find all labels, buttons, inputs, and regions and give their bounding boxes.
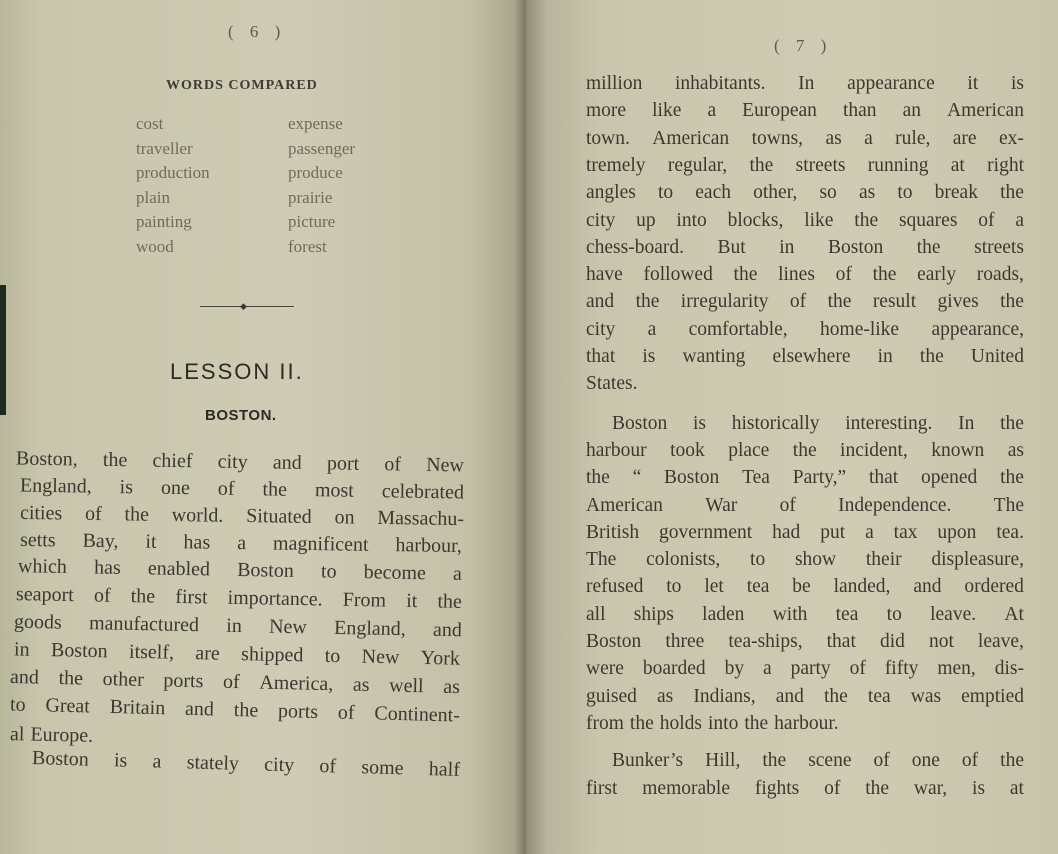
page-number-left: ( 6 ) <box>228 22 287 41</box>
words-compared-title: WORDS COMPARED <box>166 78 318 93</box>
page-number-right: ( 7 ) <box>774 36 833 55</box>
text-line: guised as Indians, and the tea was emptied <box>586 686 1024 707</box>
text-line: were boarded by a party of fifty men, dis- <box>586 658 1024 679</box>
text-line: seaport of the first importance. From it the <box>15 583 463 613</box>
word-item: plain <box>136 187 170 207</box>
text-line: city up into blocks, like the squares of a <box>586 210 1024 231</box>
text-line: and the other ports of America, as well as <box>9 665 461 699</box>
text-line: million inhabitants. In appearance it is <box>586 73 1024 94</box>
text-line: in Boston itself, are shipped to New York <box>13 638 461 670</box>
text-line: town. American towns, as a rule, are ex- <box>586 128 1024 149</box>
text-line: that is wanting elsewhere in the United <box>586 346 1024 367</box>
word-item: prairie <box>288 187 333 207</box>
word-item: passenger <box>288 138 356 158</box>
word-item: picture <box>288 212 336 232</box>
word-item: expense <box>288 114 343 133</box>
text-line: goods manufactured in New England, and <box>13 610 463 642</box>
text-line: American War of Independence. The <box>586 495 1024 516</box>
text-line: have followed the lines of the early roads, <box>586 264 1024 285</box>
text-line: cities of the world. Situated on Massachu- <box>19 501 465 531</box>
text-line: The colonists, to show their displeasure, <box>586 549 1024 570</box>
word-item: wood <box>136 236 174 256</box>
text-line: and the irregularity of the result gives the <box>586 291 1024 312</box>
words-compared-right-column <box>288 112 355 260</box>
word-item: production <box>136 163 210 183</box>
word-item: forest <box>288 236 327 256</box>
page-edge-strip <box>0 285 6 415</box>
text-line: angles to each other, so as to break the <box>586 182 1024 203</box>
text-line: Boston three tea-ships, that did not leave, <box>586 631 1024 652</box>
text-line: more like a European than an American <box>586 100 1024 121</box>
words-compared-left-column <box>136 112 210 260</box>
word-item: painting <box>136 212 192 232</box>
text-line: city a comfortable, home-like appearance, <box>586 319 1024 340</box>
text-line: first memorable fights of the war, is at <box>586 778 1024 799</box>
text-line: tremely regular, the streets running at right <box>586 155 1024 176</box>
text-line: Boston is historically interesting. In the <box>612 413 1024 434</box>
word-item: produce <box>288 163 343 183</box>
text-line: al Europe. <box>9 723 94 747</box>
text-line: States. <box>586 373 638 394</box>
text-line: from the holds into the harbour. <box>586 713 839 734</box>
text-line: which has enabled Boston to become a <box>17 555 463 585</box>
text-line: Boston is a stately city of some half <box>31 747 461 781</box>
text-line: setts Bay, it has a magnificent harbour, <box>19 528 463 558</box>
word-item: cost <box>136 114 164 133</box>
text-line: England, is one of the most celebrated <box>19 474 465 504</box>
right-page <box>526 0 1058 854</box>
divider-ornament-icon: ◆ <box>240 301 247 311</box>
text-line: British government had put a tax upon tea. <box>586 522 1024 543</box>
text-line: the “ Boston Tea Party,” that opened the <box>586 467 1024 488</box>
word-item: traveller <box>136 138 193 158</box>
lesson-subtitle: BOSTON. <box>205 407 277 424</box>
text-line: all ships laden with tea to leave. At <box>586 604 1024 625</box>
text-line: refused to let tea be landed, and ordered <box>586 576 1024 597</box>
text-line: to Great Britain and the ports of Continent- <box>9 693 461 727</box>
text-line: chess-board. But in Boston the streets <box>586 237 1024 258</box>
section-divider-rule <box>200 306 294 307</box>
text-line: Boston, the chief city and port of New <box>15 447 465 477</box>
text-line: harbour took place the incident, known as <box>586 440 1024 461</box>
text-line: Bunker’s Hill, the scene of one of the <box>612 750 1024 771</box>
lesson-heading: LESSON II. <box>170 359 304 384</box>
